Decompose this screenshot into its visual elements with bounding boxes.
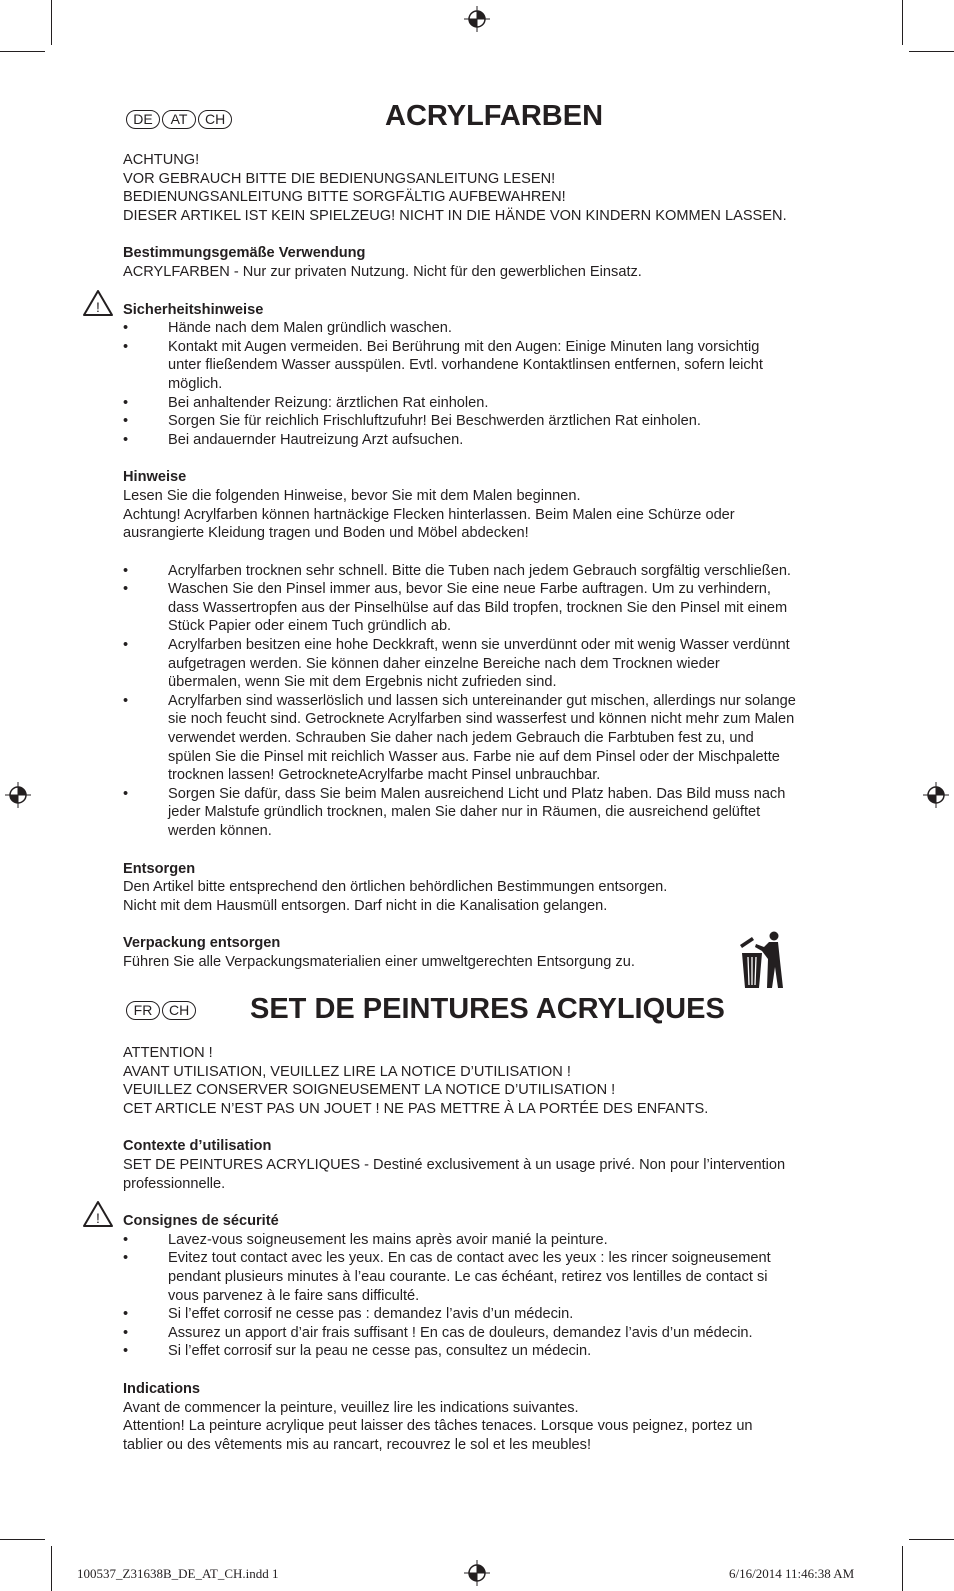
warning-triangle-icon xyxy=(82,1200,114,1228)
tidyman-bin-icon xyxy=(738,931,784,989)
list-item-line: Bei anhaltender Reizung: ärztlichen Rat einholen. xyxy=(168,394,489,411)
bullet: • xyxy=(123,431,129,448)
paragraph-line: Lesen Sie die folgenden Hinweise, bevor Sie mit dem Malen beginnen. xyxy=(123,487,581,504)
list-item-line: Acrylfarben besitzen eine hohe Deckkraft, wenn sie unverdünnt oder mit wenig Wasser verdünnt xyxy=(168,637,790,654)
section-heading: Entsorgen xyxy=(123,860,196,877)
list-item xyxy=(123,338,868,394)
bullet: • xyxy=(123,394,129,411)
paragraph-line: ausrangierte Kleidung tragen und Boden und Möbel abdecken! xyxy=(123,525,529,542)
list-item xyxy=(123,692,868,785)
list-item-line: Hände nach dem Malen gründlich waschen. xyxy=(168,320,452,337)
list-item-line: spülen Sie die Pinsel mit reichlich Wasser aus. Farbe nie auf dem Pinsel oder der Mischpalette xyxy=(168,748,780,765)
warning-line: AVANT UTILISATION, VEUILLEZ LIRE LA NOTICE D’UTILISATION ! xyxy=(123,1063,571,1080)
list-item-line: werden können. xyxy=(168,823,272,839)
list-item xyxy=(123,636,868,692)
list-item-line: Lavez-vous soigneusement les mains après avoir manié la peinture. xyxy=(168,1231,608,1248)
warning-line: DIESER ARTIKEL IST KEIN SPIELZEUG! NICHT IN DIE HÄNDE VON KINDERN KOMMEN LASSEN. xyxy=(123,207,787,224)
section-heading: Bestimmungsgemäße Verwendung xyxy=(123,245,366,262)
list-item xyxy=(123,412,868,431)
crop-mark xyxy=(909,1539,954,1540)
paragraph-line: SET DE PEINTURES ACRYLIQUES - Destiné exclusivement à un usage privé. Non pour l’intervention xyxy=(123,1156,786,1173)
bullet: • xyxy=(123,581,129,598)
warning-line: CET ARTICLE N’EST PAS UN JOUET ! NE PAS METTRE À LA PORTÉE DES ENFANTS. xyxy=(123,1100,709,1117)
crop-mark xyxy=(0,1539,45,1540)
paragraph-line: Achtung! Acrylfarben können hartnäckige Flecken hinterlassen. Beim Malen eine Schürze oder xyxy=(123,506,735,523)
bullet: • xyxy=(123,1306,129,1323)
list-item-line: dass Wassertropfen aus der Pinselhülse auf das Bild tropfen, trocknen Sie den Pinsel mit einem xyxy=(168,599,788,616)
svg-text:!: ! xyxy=(96,1210,100,1226)
warning-line: BEDIENUNGSANLEITUNG BITTE SORGFÄLTIG AUFBEWAHREN! xyxy=(123,189,566,206)
paragraph-line: Avant de commencer la peinture, veuillez lire les indications suivantes. xyxy=(123,1399,579,1416)
section-heading: Consignes de sécurité xyxy=(123,1213,279,1230)
section-de xyxy=(123,151,868,972)
crop-mark xyxy=(0,51,45,52)
country-badge: CH xyxy=(162,1001,196,1020)
crop-mark xyxy=(51,0,52,45)
list-item xyxy=(123,1305,868,1324)
list-item xyxy=(123,431,868,450)
list-item-line: Acrylfarben sind wasserlöslich und lassen sich untereinander gut mischen, allerdings nur solange xyxy=(168,692,796,709)
section-heading: Hinweise xyxy=(123,469,187,486)
warning-line: ATTENTION ! xyxy=(123,1045,213,1061)
list-item xyxy=(123,319,868,338)
list-item xyxy=(123,1342,868,1361)
bullet: • xyxy=(123,785,129,802)
bullet: • xyxy=(123,692,129,709)
crop-mark xyxy=(902,1546,903,1591)
registration-mark-icon xyxy=(464,1560,490,1586)
list-item-line: verwendet werden. Schrauben Sie daher nach jedem Gebrauch die Farbtuben fest zu, und xyxy=(168,730,754,747)
registration-mark-icon xyxy=(5,782,31,808)
list-item-line: sie noch feucht sind. Getrocknete Acrylfarben sind wasserfest und können nicht mehr zum Malen xyxy=(168,711,795,728)
list-item-line: Assurez un apport d’air frais suffisant ! En cas de douleurs, demandez l’avis d’un médecin. xyxy=(168,1324,753,1341)
list-item-line: Stück Papier oder einem Tuch gründlich ab. xyxy=(168,618,452,635)
list-item-line: Bei andauernder Hautreizung Arzt aufsuchen. xyxy=(168,431,464,448)
list-item-line: Si l’effet corrosif sur la peau ne cesse pas, consultez un médecin. xyxy=(168,1343,592,1360)
list-item-line: Kontakt mit Augen vermeiden. Bei Berührung mit den Augen: Einige Minuten lang vorsichtig xyxy=(168,338,760,355)
warning-triangle-icon xyxy=(82,289,114,317)
bullet: • xyxy=(123,413,129,430)
crop-mark xyxy=(902,0,903,45)
section-fr xyxy=(123,1044,868,1454)
paragraph-line: ACRYLFARBEN - Nur zur privaten Nutzung. Nicht für den gewerblichen Einsatz. xyxy=(123,263,642,280)
bullet: • xyxy=(123,637,129,654)
page-title-fr: SET DE PEINTURES ACRYLIQUES xyxy=(250,993,725,1025)
crop-mark xyxy=(51,1546,52,1591)
warning-line: VEUILLEZ CONSERVER SOIGNEUSEMENT LA NOTICE D’UTILISATION ! xyxy=(123,1082,616,1099)
list-item-line: vous parvenez à le faire sans difficulté. xyxy=(168,1287,420,1304)
warning-line: ACHTUNG! xyxy=(123,152,200,168)
bullet: • xyxy=(123,1343,129,1360)
list-item xyxy=(123,785,868,841)
paragraph-line: Nicht mit dem Hausmüll entsorgen. Darf nicht in die Kanalisation gelangen. xyxy=(123,897,608,914)
list-item-line: möglich. xyxy=(168,375,223,392)
section-heading: Contexte d’utilisation xyxy=(123,1138,272,1155)
list-item-line: jeder Malstufe gründlich trocknen, malen Sie daher nur in Räumen, die ausreichend gelüftet xyxy=(168,804,761,821)
list-item-line: trocknen lassen! GetrockneteAcrylfarbe macht Pinsel unbrauchbar. xyxy=(168,767,601,784)
list-item-line: Sorgen Sie für reichlich Frischluftzufuhr! Bei Beschwerden ärztlichen Rat einholen. xyxy=(168,413,701,430)
list-item-line: Si l’effet corrosif ne cesse pas : demandez l’avis d’un médecin. xyxy=(168,1306,574,1323)
country-badge: CH xyxy=(198,110,232,129)
svg-text:!: ! xyxy=(96,299,100,315)
country-badge: DE xyxy=(126,110,160,129)
country-badges-de xyxy=(126,110,232,129)
bullet: • xyxy=(123,320,129,337)
paragraph-line: Attention! La peinture acrylique peut laisser des tâches tenaces. Lorsque vous peignez, portez un xyxy=(123,1418,753,1435)
registration-mark-icon xyxy=(464,6,490,32)
list-item xyxy=(123,1249,868,1305)
country-badges-fr xyxy=(126,1001,196,1020)
paragraph-line: Führen Sie alle Verpackungsmaterialien einer umweltgerechten Entsorgung zu. xyxy=(123,953,635,970)
section-heading: Indications xyxy=(123,1380,201,1397)
bullet: • xyxy=(123,1324,129,1341)
list-item-line: Evitez tout contact avec les yeux. En cas de contact avec les yeux : les rincer soigneusement xyxy=(168,1250,771,1267)
bullet: • xyxy=(123,1250,129,1267)
bullet: • xyxy=(123,338,129,355)
section-heading: Verpackung entsorgen xyxy=(123,935,281,952)
list-item xyxy=(123,1324,868,1343)
footer-timestamp: 6/16/2014 11:46:38 AM xyxy=(729,1566,855,1581)
list-item-line: pendant plusieurs minutes à l’eau courante. Le cas échéant, retirez vos lentilles de contact si xyxy=(168,1268,768,1285)
list-item-line: übermalen, wenn Sie mit dem Ergebnis nicht zufrieden sind. xyxy=(168,674,557,691)
list-item xyxy=(123,1231,868,1250)
paragraph-line: Den Artikel bitte entsprechend den örtlichen behördlichen Bestimmungen entsorgen. xyxy=(123,879,668,896)
list-item-line: Acrylfarben trocknen sehr schnell. Bitte die Tuben nach jedem Gebrauch sorgfältig verschließen. xyxy=(168,562,791,579)
warning-line: VOR GEBRAUCH BITTE DIE BEDIENUNGSANLEITUNG LESEN! xyxy=(123,170,556,187)
list-item xyxy=(123,580,868,636)
bullet: • xyxy=(123,1231,129,1248)
list-item-line: unter fließendem Wasser ausspülen. Evtl. vorhandene Kontaktlinsen entfernen, sofern leicht xyxy=(168,357,763,374)
bullet: • xyxy=(123,562,129,579)
footer-filename: 100537_Z31638B_DE_AT_CH.indd 1 xyxy=(77,1566,279,1581)
paragraph-line: professionnelle. xyxy=(123,1175,226,1192)
section-heading: Sicherheitshinweise xyxy=(123,301,264,318)
paragraph-line: tablier ou des vêtements mis au rancart, recouvrez le sol et les meubles! xyxy=(123,1436,592,1453)
list-item-line: Sorgen Sie dafür, dass Sie beim Malen ausreichend Licht und Platz haben. Das Bild muss nach xyxy=(168,785,786,802)
list-item-line: aufgetragen werden. Sie können daher einzelne Bereiche nach dem Trocknen wieder xyxy=(168,655,720,672)
registration-mark-icon xyxy=(923,782,949,808)
list-item xyxy=(123,562,868,581)
crop-mark xyxy=(909,51,954,52)
country-badge: AT xyxy=(162,110,196,129)
list-item-line: Waschen Sie den Pinsel immer aus, bevor Sie eine neue Farbe auftragen. Um zu verhindern, xyxy=(168,581,771,598)
list-item xyxy=(123,394,868,413)
page-title-de: ACRYLFARBEN xyxy=(385,100,604,132)
country-badge: FR xyxy=(126,1001,160,1020)
